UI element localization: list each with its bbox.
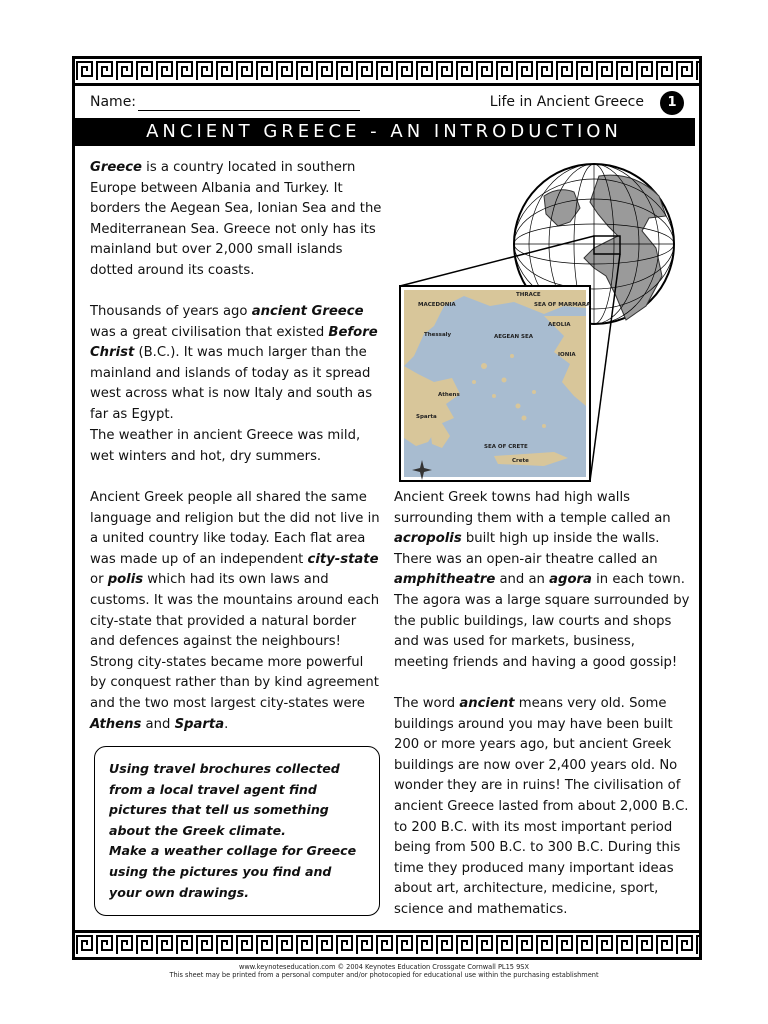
map-label-marmara: SEA OF MARMARA: [534, 302, 591, 308]
name-field[interactable]: [138, 110, 360, 111]
page-title: ANCIENT GREECE - AN INTRODUCTION: [73, 118, 695, 146]
greek-key-border-bottom: [72, 930, 702, 960]
map-label-crete: Crete: [512, 458, 529, 464]
activity-instruction: Using travel brochures collected from a local travel agent find pictures that tell us something about the Greek climate.: [109, 761, 340, 838]
map-label-thrace: THRACE: [516, 292, 541, 298]
greek-key-border-top: [72, 56, 702, 86]
map-label-athens: Athens: [438, 392, 460, 398]
activity-task: Make a weather collage for Greece using the pictures you find and your own drawings.: [109, 843, 357, 900]
paragraph-ancient-meaning: The word ancient means very old. Some buildings around you may have been built 200 or more years ago, but ancient Greek buildings are now over 2,400 years old. No wonder they are in ruins! The civilisation of ancient Greece lasted from about 2,000 B.C. to 200 B.C. with its most important period being from 500 B.C. to 300 B.C. During this time they produced many important ideas about art, architecture, medicine, sport, science and mathematics.: [394, 696, 689, 917]
globe-illustration: [394, 156, 690, 486]
map-label-sparta: Sparta: [416, 414, 437, 420]
header: [90, 94, 684, 118]
inset-map-greece: [400, 286, 591, 481]
map-label-aeolia: AEOLIA: [548, 322, 571, 328]
page-number-badge: 1: [660, 91, 684, 115]
emphasis-greece: Greece: [90, 160, 142, 175]
map-label-ionia: IONIA: [558, 352, 576, 358]
map-label-aegean: AEGEAN SEA: [494, 334, 534, 340]
paragraph-intro: Greece is a country located in southern Europe between Albania and Turkey. It borders the Aegean Sea, Ionian Sea and the Mediterranean Sea. Greece not only has its mainland but over 2,000 small islands dotted around its coasts.: [90, 160, 382, 278]
series-title: Life in Ancient Greece: [489, 94, 644, 110]
paragraph-city-states: Ancient Greek people all shared the same language and religion but the did not live in a united country like today. Each flat area was made up of an independent city-state or polis which had its own laws and customs. It was the mountains around each city-state that provided a natural border and defences against the neighbours! Strong city-states became more powerful by conquest rather than by kind agreement and the two most largest city-states were Athens and Sparta.: [90, 490, 380, 732]
map-label-sea-of-crete: SEA OF CRETE: [484, 444, 528, 450]
map-label-macedonia: MACEDONIA: [418, 302, 456, 308]
activity-box: [94, 746, 380, 916]
paragraph-ancient: Thousands of years ago ancient Greece was a great civilisation that existed Before Christ (B.C.). It was much larger than the mainland and islands of today as it spread west across what is now Italy and south as far as Egypt.: [90, 304, 378, 422]
footer: [0, 963, 768, 979]
name-label: Name:: [90, 94, 137, 110]
worksheet: [72, 56, 702, 960]
paragraph-towns: Ancient Greek towns had high walls surrounding them with a temple called an acropolis built high up inside the walls. There was an open-air theatre called an amphitheatre and an agora in each town. The agora was a large square surrounded by the public buildings, law courts and shops and was used for markets, business, meeting friends and having a good gossip!: [394, 490, 690, 670]
footer-copyright: www.keynoteseducation.com © 2004 Keynotes Education Crossgate Cornwall PL15 9SX: [238, 963, 529, 971]
footer-usage-note: This sheet may be printed from a personal computer and/or photocopied for educational use within the purchasing establishment: [169, 971, 599, 979]
map-label-thessaly: Thessaly: [424, 332, 452, 338]
paragraph-weather: The weather in ancient Greece was mild, wet winters and hot, dry summers.: [90, 428, 361, 464]
